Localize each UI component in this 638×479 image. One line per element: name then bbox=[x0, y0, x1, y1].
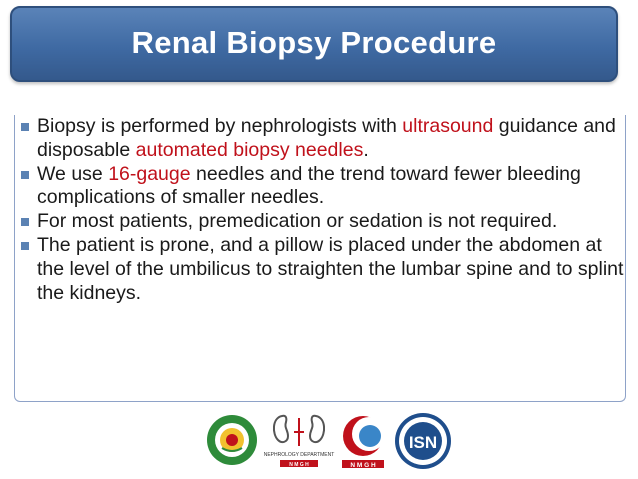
svg-text:N M G H: N M G H bbox=[350, 462, 376, 469]
square-bullet-icon bbox=[21, 123, 29, 131]
kidney-society-seal-logo bbox=[206, 414, 258, 466]
bullet-item: For most patients, premedication or sedation is not required. bbox=[15, 210, 625, 234]
nephrology-department-logo bbox=[263, 412, 335, 470]
slide-title: Renal Biopsy Procedure bbox=[131, 25, 497, 60]
svg-text:ISN: ISN bbox=[408, 433, 438, 452]
isn-logo bbox=[394, 412, 452, 470]
highlight-term: ultrasound bbox=[402, 115, 494, 137]
square-bullet-icon bbox=[21, 171, 29, 179]
highlight-term: automated biopsy needles bbox=[135, 138, 364, 161]
bullet-list bbox=[15, 115, 625, 305]
svg-text:NEPHROLOGY DEPARTMENT: NEPHROLOGY DEPARTMENT bbox=[263, 452, 335, 458]
svg-text:N M G H: N M G H bbox=[289, 462, 309, 468]
square-bullet-icon bbox=[21, 218, 29, 226]
nmgh-crescent-logo bbox=[338, 412, 388, 470]
bullet-item: We use 16-gauge needles and the trend toward fewer bleeding complications of smaller needles. bbox=[15, 163, 625, 211]
square-bullet-icon bbox=[21, 242, 29, 250]
highlight-term: 16-gauge bbox=[108, 162, 191, 185]
bullet-item: The patient is prone, and a pillow is placed under the abdomen at the level of the umbilicus to straighten the lumbar spine and to splint the kidneys. bbox=[15, 234, 625, 305]
logo-strip bbox=[0, 410, 638, 470]
content-panel bbox=[14, 115, 626, 402]
title-banner bbox=[10, 6, 618, 82]
bullet-item: Biopsy is performed by nephrologists with ultrasound guidance and disposable automated biopsy needles. bbox=[15, 115, 625, 163]
